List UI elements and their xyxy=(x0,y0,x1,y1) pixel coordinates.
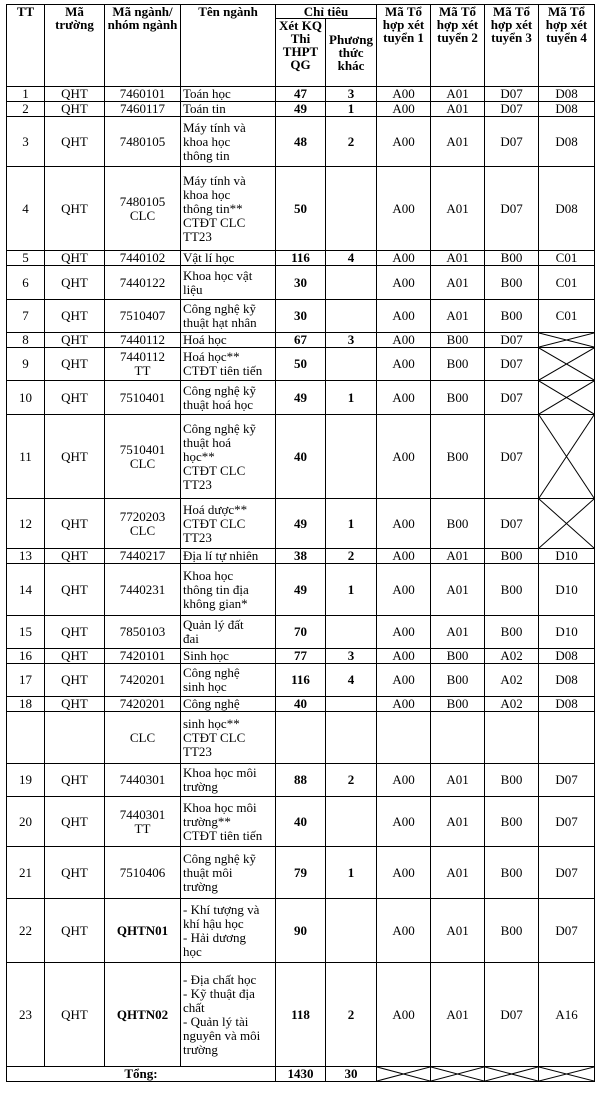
to-hop-4: C01 xyxy=(539,251,595,266)
to-hop-2: B00 xyxy=(431,415,485,499)
to-hop-2: B00 xyxy=(431,499,485,549)
to-hop-2: A01 xyxy=(431,167,485,251)
ma-nganh: 7440102 xyxy=(105,251,181,266)
phuong-thuc: 4 xyxy=(326,664,377,697)
phuong-thuc xyxy=(326,300,377,333)
to-hop-1: A00 xyxy=(377,564,431,616)
phuong-thuc xyxy=(326,616,377,649)
to-hop-3: D07 xyxy=(485,499,539,549)
ma-truong: QHT xyxy=(45,167,105,251)
ma-truong: QHT xyxy=(45,415,105,499)
row-number: 15 xyxy=(7,616,45,649)
table-row xyxy=(7,381,595,415)
to-hop-4: D08 xyxy=(539,102,595,117)
row-number: 19 xyxy=(7,764,45,797)
table-row xyxy=(7,117,595,167)
table-row xyxy=(7,348,595,381)
to-hop-2: A01 xyxy=(431,616,485,649)
row-number xyxy=(7,712,45,764)
col-header-to-hop-2: Mã Tổ hợp xét tuyển 2 xyxy=(431,5,485,87)
xet-kq: 116 xyxy=(276,664,326,697)
phuong-thuc: 1 xyxy=(326,564,377,616)
ma-truong: QHT xyxy=(45,797,105,847)
ma-truong xyxy=(45,712,105,764)
xet-kq: 48 xyxy=(276,117,326,167)
row-number: 10 xyxy=(7,381,45,415)
phuong-thuc: 3 xyxy=(326,649,377,664)
xet-kq: 90 xyxy=(276,899,326,963)
to-hop-1: A00 xyxy=(377,251,431,266)
phuong-thuc xyxy=(326,415,377,499)
ten-nganh: Hoá dược** CTĐT CLC TT23 xyxy=(181,499,276,549)
xet-kq: 38 xyxy=(276,549,326,564)
ten-nganh: Sinh học xyxy=(181,649,276,664)
to-hop-2: B00 xyxy=(431,348,485,381)
xet-kq: 49 xyxy=(276,564,326,616)
row-number: 4 xyxy=(7,167,45,251)
ten-nganh: Địa lí tự nhiên xyxy=(181,549,276,564)
ma-nganh: 7510407 xyxy=(105,300,181,333)
crossed-out-cell xyxy=(539,333,595,348)
ma-truong: QHT xyxy=(45,899,105,963)
to-hop-3: B00 xyxy=(485,797,539,847)
crossed-out-cell xyxy=(485,1067,539,1082)
row-number: 7 xyxy=(7,300,45,333)
ma-truong: QHT xyxy=(45,963,105,1067)
ten-nganh: Khoa học môi trường** CTĐT tiên tiến xyxy=(181,797,276,847)
to-hop-2: B00 xyxy=(431,381,485,415)
phuong-thuc: 2 xyxy=(326,117,377,167)
phuong-thuc: 4 xyxy=(326,251,377,266)
col-header-ma-truong: Mã trường xyxy=(45,5,105,87)
to-hop-3 xyxy=(485,712,539,764)
to-hop-3: B00 xyxy=(485,764,539,797)
xet-kq: 40 xyxy=(276,415,326,499)
ma-nganh: 7480105 xyxy=(105,117,181,167)
xet-kq: 70 xyxy=(276,616,326,649)
to-hop-3: B00 xyxy=(485,899,539,963)
table-row xyxy=(7,333,595,348)
to-hop-3: D07 xyxy=(485,348,539,381)
to-hop-1: A00 xyxy=(377,102,431,117)
ma-nganh: 7420201 xyxy=(105,664,181,697)
to-hop-1: A00 xyxy=(377,549,431,564)
table-row xyxy=(7,649,595,664)
to-hop-1: A00 xyxy=(377,381,431,415)
to-hop-1: A00 xyxy=(377,697,431,712)
xet-kq: 77 xyxy=(276,649,326,664)
to-hop-2: A01 xyxy=(431,963,485,1067)
crossed-out-cell xyxy=(539,415,595,499)
to-hop-1: A00 xyxy=(377,847,431,899)
to-hop-4 xyxy=(539,712,595,764)
to-hop-4: D07 xyxy=(539,899,595,963)
table-row xyxy=(7,251,595,266)
table-row xyxy=(7,847,595,899)
to-hop-2: B00 xyxy=(431,333,485,348)
to-hop-1: A00 xyxy=(377,333,431,348)
table-row xyxy=(7,266,595,300)
xet-kq: 30 xyxy=(276,300,326,333)
xet-kq: 49 xyxy=(276,381,326,415)
phuong-thuc: 2 xyxy=(326,764,377,797)
to-hop-3: A02 xyxy=(485,649,539,664)
phuong-thuc: 1 xyxy=(326,499,377,549)
to-hop-4: A16 xyxy=(539,963,595,1067)
to-hop-2: B00 xyxy=(431,697,485,712)
to-hop-2: A01 xyxy=(431,764,485,797)
to-hop-1: A00 xyxy=(377,117,431,167)
xet-kq: 67 xyxy=(276,333,326,348)
xet-kq: 88 xyxy=(276,764,326,797)
table-row xyxy=(7,797,595,847)
ma-truong: QHT xyxy=(45,664,105,697)
to-hop-2: A01 xyxy=(431,117,485,167)
ma-truong: QHT xyxy=(45,697,105,712)
row-number: 23 xyxy=(7,963,45,1067)
xet-kq: 49 xyxy=(276,102,326,117)
table-row xyxy=(7,102,595,117)
row-number: 16 xyxy=(7,649,45,664)
to-hop-4: D08 xyxy=(539,664,595,697)
to-hop-3: B00 xyxy=(485,564,539,616)
to-hop-1: A00 xyxy=(377,167,431,251)
ma-nganh: QHTN02 xyxy=(105,963,181,1067)
table-row xyxy=(7,664,595,697)
to-hop-2: A01 xyxy=(431,102,485,117)
xet-kq xyxy=(276,712,326,764)
to-hop-2: A01 xyxy=(431,251,485,266)
to-hop-4: D10 xyxy=(539,616,595,649)
to-hop-3: A02 xyxy=(485,697,539,712)
to-hop-2: A01 xyxy=(431,899,485,963)
xet-kq: 79 xyxy=(276,847,326,899)
to-hop-2: A01 xyxy=(431,87,485,102)
to-hop-2: A01 xyxy=(431,797,485,847)
to-hop-3: D07 xyxy=(485,102,539,117)
to-hop-2 xyxy=(431,712,485,764)
ma-truong: QHT xyxy=(45,649,105,664)
to-hop-1: A00 xyxy=(377,764,431,797)
table-row xyxy=(7,712,595,764)
ma-nganh: 7510401 xyxy=(105,381,181,415)
ten-nganh: Máy tính và khoa học thông tin xyxy=(181,117,276,167)
to-hop-3: D07 xyxy=(485,87,539,102)
table-body xyxy=(7,87,595,1067)
ma-nganh: QHTN01 xyxy=(105,899,181,963)
xet-kq: 49 xyxy=(276,499,326,549)
ma-nganh: 7460101 xyxy=(105,87,181,102)
crossed-out-cell xyxy=(431,1067,485,1082)
ma-nganh: CLC xyxy=(105,712,181,764)
phuong-thuc: 1 xyxy=(326,381,377,415)
to-hop-4: D08 xyxy=(539,697,595,712)
admission-quota-table xyxy=(6,4,595,1082)
ma-nganh: 7440112 TT xyxy=(105,348,181,381)
total-xet-kq: 1430 xyxy=(276,1067,326,1082)
to-hop-4: D08 xyxy=(539,167,595,251)
to-hop-2: B00 xyxy=(431,649,485,664)
to-hop-3: D07 xyxy=(485,415,539,499)
col-header-phuong-thuc: Phương thức khác xyxy=(326,19,377,87)
row-number: 8 xyxy=(7,333,45,348)
to-hop-3: D07 xyxy=(485,333,539,348)
row-number: 20 xyxy=(7,797,45,847)
ma-nganh: 7850103 xyxy=(105,616,181,649)
table-row xyxy=(7,899,595,963)
table-row xyxy=(7,564,595,616)
row-number: 3 xyxy=(7,117,45,167)
to-hop-1: A00 xyxy=(377,797,431,847)
col-header-xet-kq: Xét KQ Thi THPT QG xyxy=(276,19,326,87)
ten-nganh: Công nghệ kỹ thuật hoá học xyxy=(181,381,276,415)
to-hop-1 xyxy=(377,712,431,764)
ten-nganh: - Khí tượng và khí hậu học - Hải dương học xyxy=(181,899,276,963)
col-header-to-hop-4: Mã Tổ hợp xét tuyển 4 xyxy=(539,5,595,87)
to-hop-3: B00 xyxy=(485,616,539,649)
row-number: 22 xyxy=(7,899,45,963)
to-hop-3: B00 xyxy=(485,266,539,300)
phuong-thuc: 1 xyxy=(326,847,377,899)
ma-nganh: 7440122 xyxy=(105,266,181,300)
col-header-chi-tieu: Chỉ tiêu xyxy=(276,5,377,19)
total-phuong-thuc: 30 xyxy=(326,1067,377,1082)
to-hop-1: A00 xyxy=(377,899,431,963)
to-hop-4: D07 xyxy=(539,764,595,797)
phuong-thuc: 3 xyxy=(326,87,377,102)
crossed-out-cell xyxy=(539,1067,595,1082)
ten-nganh: Máy tính và khoa học thông tin** CTĐT CLC TT23 xyxy=(181,167,276,251)
to-hop-2: B00 xyxy=(431,664,485,697)
total-row xyxy=(7,1067,595,1082)
crossed-out-cell xyxy=(539,348,595,381)
phuong-thuc: 2 xyxy=(326,963,377,1067)
ma-nganh: 7510406 xyxy=(105,847,181,899)
crossed-out-cell xyxy=(539,381,595,415)
table-row xyxy=(7,415,595,499)
ma-truong: QHT xyxy=(45,616,105,649)
to-hop-4: C01 xyxy=(539,266,595,300)
col-header-to-hop-1: Mã Tổ hợp xét tuyển 1 xyxy=(377,5,431,87)
ten-nganh: sinh học** CTĐT CLC TT23 xyxy=(181,712,276,764)
to-hop-4: C01 xyxy=(539,300,595,333)
ma-nganh: 7440301 xyxy=(105,764,181,797)
ma-truong: QHT xyxy=(45,564,105,616)
to-hop-3: D07 xyxy=(485,167,539,251)
to-hop-2: A01 xyxy=(431,564,485,616)
to-hop-3: B00 xyxy=(485,251,539,266)
total-label: Tổng: xyxy=(7,1067,276,1082)
to-hop-1: A00 xyxy=(377,300,431,333)
table-row xyxy=(7,963,595,1067)
phuong-thuc xyxy=(326,899,377,963)
ten-nganh: Công nghệ kỹ thuật hoá học** CTĐT CLC TT23 xyxy=(181,415,276,499)
to-hop-4: D10 xyxy=(539,549,595,564)
row-number: 11 xyxy=(7,415,45,499)
table-row xyxy=(7,616,595,649)
row-number: 17 xyxy=(7,664,45,697)
xet-kq: 118 xyxy=(276,963,326,1067)
row-number: 6 xyxy=(7,266,45,300)
ma-nganh: 7460117 xyxy=(105,102,181,117)
ten-nganh: - Địa chất học - Kỹ thuật địa chất - Quản lý tài nguyên và môi trường xyxy=(181,963,276,1067)
to-hop-4: D10 xyxy=(539,564,595,616)
ten-nganh: Khoa học thông tin địa không gian* xyxy=(181,564,276,616)
to-hop-4: D08 xyxy=(539,649,595,664)
to-hop-1: A00 xyxy=(377,649,431,664)
ten-nganh: Toán tin xyxy=(181,102,276,117)
xet-kq: 40 xyxy=(276,697,326,712)
xet-kq: 40 xyxy=(276,797,326,847)
xet-kq: 30 xyxy=(276,266,326,300)
ten-nganh: Công nghệ sinh học xyxy=(181,664,276,697)
crossed-out-cell xyxy=(539,499,595,549)
ma-nganh: 7720203 CLC xyxy=(105,499,181,549)
to-hop-1: A00 xyxy=(377,499,431,549)
to-hop-1: A00 xyxy=(377,348,431,381)
row-number: 21 xyxy=(7,847,45,899)
col-header-tt: TT xyxy=(7,5,45,87)
phuong-thuc xyxy=(326,167,377,251)
ma-nganh: 7440301 TT xyxy=(105,797,181,847)
ma-truong: QHT xyxy=(45,266,105,300)
to-hop-3: B00 xyxy=(485,549,539,564)
to-hop-2: A01 xyxy=(431,266,485,300)
xet-kq: 50 xyxy=(276,348,326,381)
ma-truong: QHT xyxy=(45,348,105,381)
table-row xyxy=(7,87,595,102)
to-hop-3: D07 xyxy=(485,117,539,167)
ten-nganh: Công nghệ xyxy=(181,697,276,712)
ma-nganh: 7440231 xyxy=(105,564,181,616)
to-hop-2: A01 xyxy=(431,300,485,333)
ten-nganh: Khoa học môi trường xyxy=(181,764,276,797)
ma-truong: QHT xyxy=(45,499,105,549)
ten-nganh: Vật lí học xyxy=(181,251,276,266)
to-hop-4: D08 xyxy=(539,87,595,102)
to-hop-1: A00 xyxy=(377,266,431,300)
to-hop-1: A00 xyxy=(377,415,431,499)
to-hop-2: A01 xyxy=(431,847,485,899)
ma-truong: QHT xyxy=(45,381,105,415)
ten-nganh: Hoá học xyxy=(181,333,276,348)
to-hop-4: D07 xyxy=(539,847,595,899)
phuong-thuc: 2 xyxy=(326,549,377,564)
table-row xyxy=(7,300,595,333)
to-hop-1: A00 xyxy=(377,664,431,697)
ma-truong: QHT xyxy=(45,333,105,348)
ma-truong: QHT xyxy=(45,87,105,102)
row-number: 9 xyxy=(7,348,45,381)
row-number: 13 xyxy=(7,549,45,564)
row-number: 1 xyxy=(7,87,45,102)
col-header-ten-nganh: Tên ngành xyxy=(181,5,276,87)
to-hop-1: A00 xyxy=(377,963,431,1067)
ma-nganh: 7440217 xyxy=(105,549,181,564)
crossed-out-cell xyxy=(377,1067,431,1082)
ma-truong: QHT xyxy=(45,102,105,117)
xet-kq: 47 xyxy=(276,87,326,102)
ma-truong: QHT xyxy=(45,117,105,167)
ma-nganh: 7420101 xyxy=(105,649,181,664)
table-row xyxy=(7,549,595,564)
phuong-thuc xyxy=(326,348,377,381)
to-hop-2: A01 xyxy=(431,549,485,564)
ma-truong: QHT xyxy=(45,251,105,266)
phuong-thuc xyxy=(326,697,377,712)
to-hop-4: D07 xyxy=(539,797,595,847)
to-hop-3: D07 xyxy=(485,381,539,415)
phuong-thuc xyxy=(326,266,377,300)
row-number: 12 xyxy=(7,499,45,549)
xet-kq: 50 xyxy=(276,167,326,251)
to-hop-3: D07 xyxy=(485,963,539,1067)
table-row xyxy=(7,499,595,549)
to-hop-1: A00 xyxy=(377,87,431,102)
phuong-thuc xyxy=(326,712,377,764)
row-number: 14 xyxy=(7,564,45,616)
col-header-to-hop-3: Mã Tổ hợp xét tuyển 3 xyxy=(485,5,539,87)
to-hop-3: B00 xyxy=(485,300,539,333)
to-hop-3: A02 xyxy=(485,664,539,697)
ten-nganh: Công nghệ kỹ thuật môi trường xyxy=(181,847,276,899)
ten-nganh: Toán học xyxy=(181,87,276,102)
to-hop-1: A00 xyxy=(377,616,431,649)
ma-nganh: 7440112 xyxy=(105,333,181,348)
ten-nganh: Công nghệ kỹ thuật hạt nhân xyxy=(181,300,276,333)
xet-kq: 116 xyxy=(276,251,326,266)
ten-nganh: Quản lý đất đai xyxy=(181,616,276,649)
ma-nganh: 7420201 xyxy=(105,697,181,712)
ma-nganh: 7510401 CLC xyxy=(105,415,181,499)
ten-nganh: Hoá học** CTĐT tiên tiến xyxy=(181,348,276,381)
phuong-thuc: 3 xyxy=(326,333,377,348)
col-header-ma-nganh: Mã ngành/ nhóm ngành xyxy=(105,5,181,87)
ma-nganh: 7480105 CLC xyxy=(105,167,181,251)
row-number: 2 xyxy=(7,102,45,117)
phuong-thuc xyxy=(326,797,377,847)
row-number: 18 xyxy=(7,697,45,712)
table-row xyxy=(7,167,595,251)
to-hop-4: D08 xyxy=(539,117,595,167)
ma-truong: QHT xyxy=(45,300,105,333)
ma-truong: QHT xyxy=(45,764,105,797)
ma-truong: QHT xyxy=(45,847,105,899)
ma-truong: QHT xyxy=(45,549,105,564)
row-number: 5 xyxy=(7,251,45,266)
table-row xyxy=(7,764,595,797)
ten-nganh: Khoa học vật liệu xyxy=(181,266,276,300)
phuong-thuc: 1 xyxy=(326,102,377,117)
to-hop-3: B00 xyxy=(485,847,539,899)
table-row xyxy=(7,697,595,712)
